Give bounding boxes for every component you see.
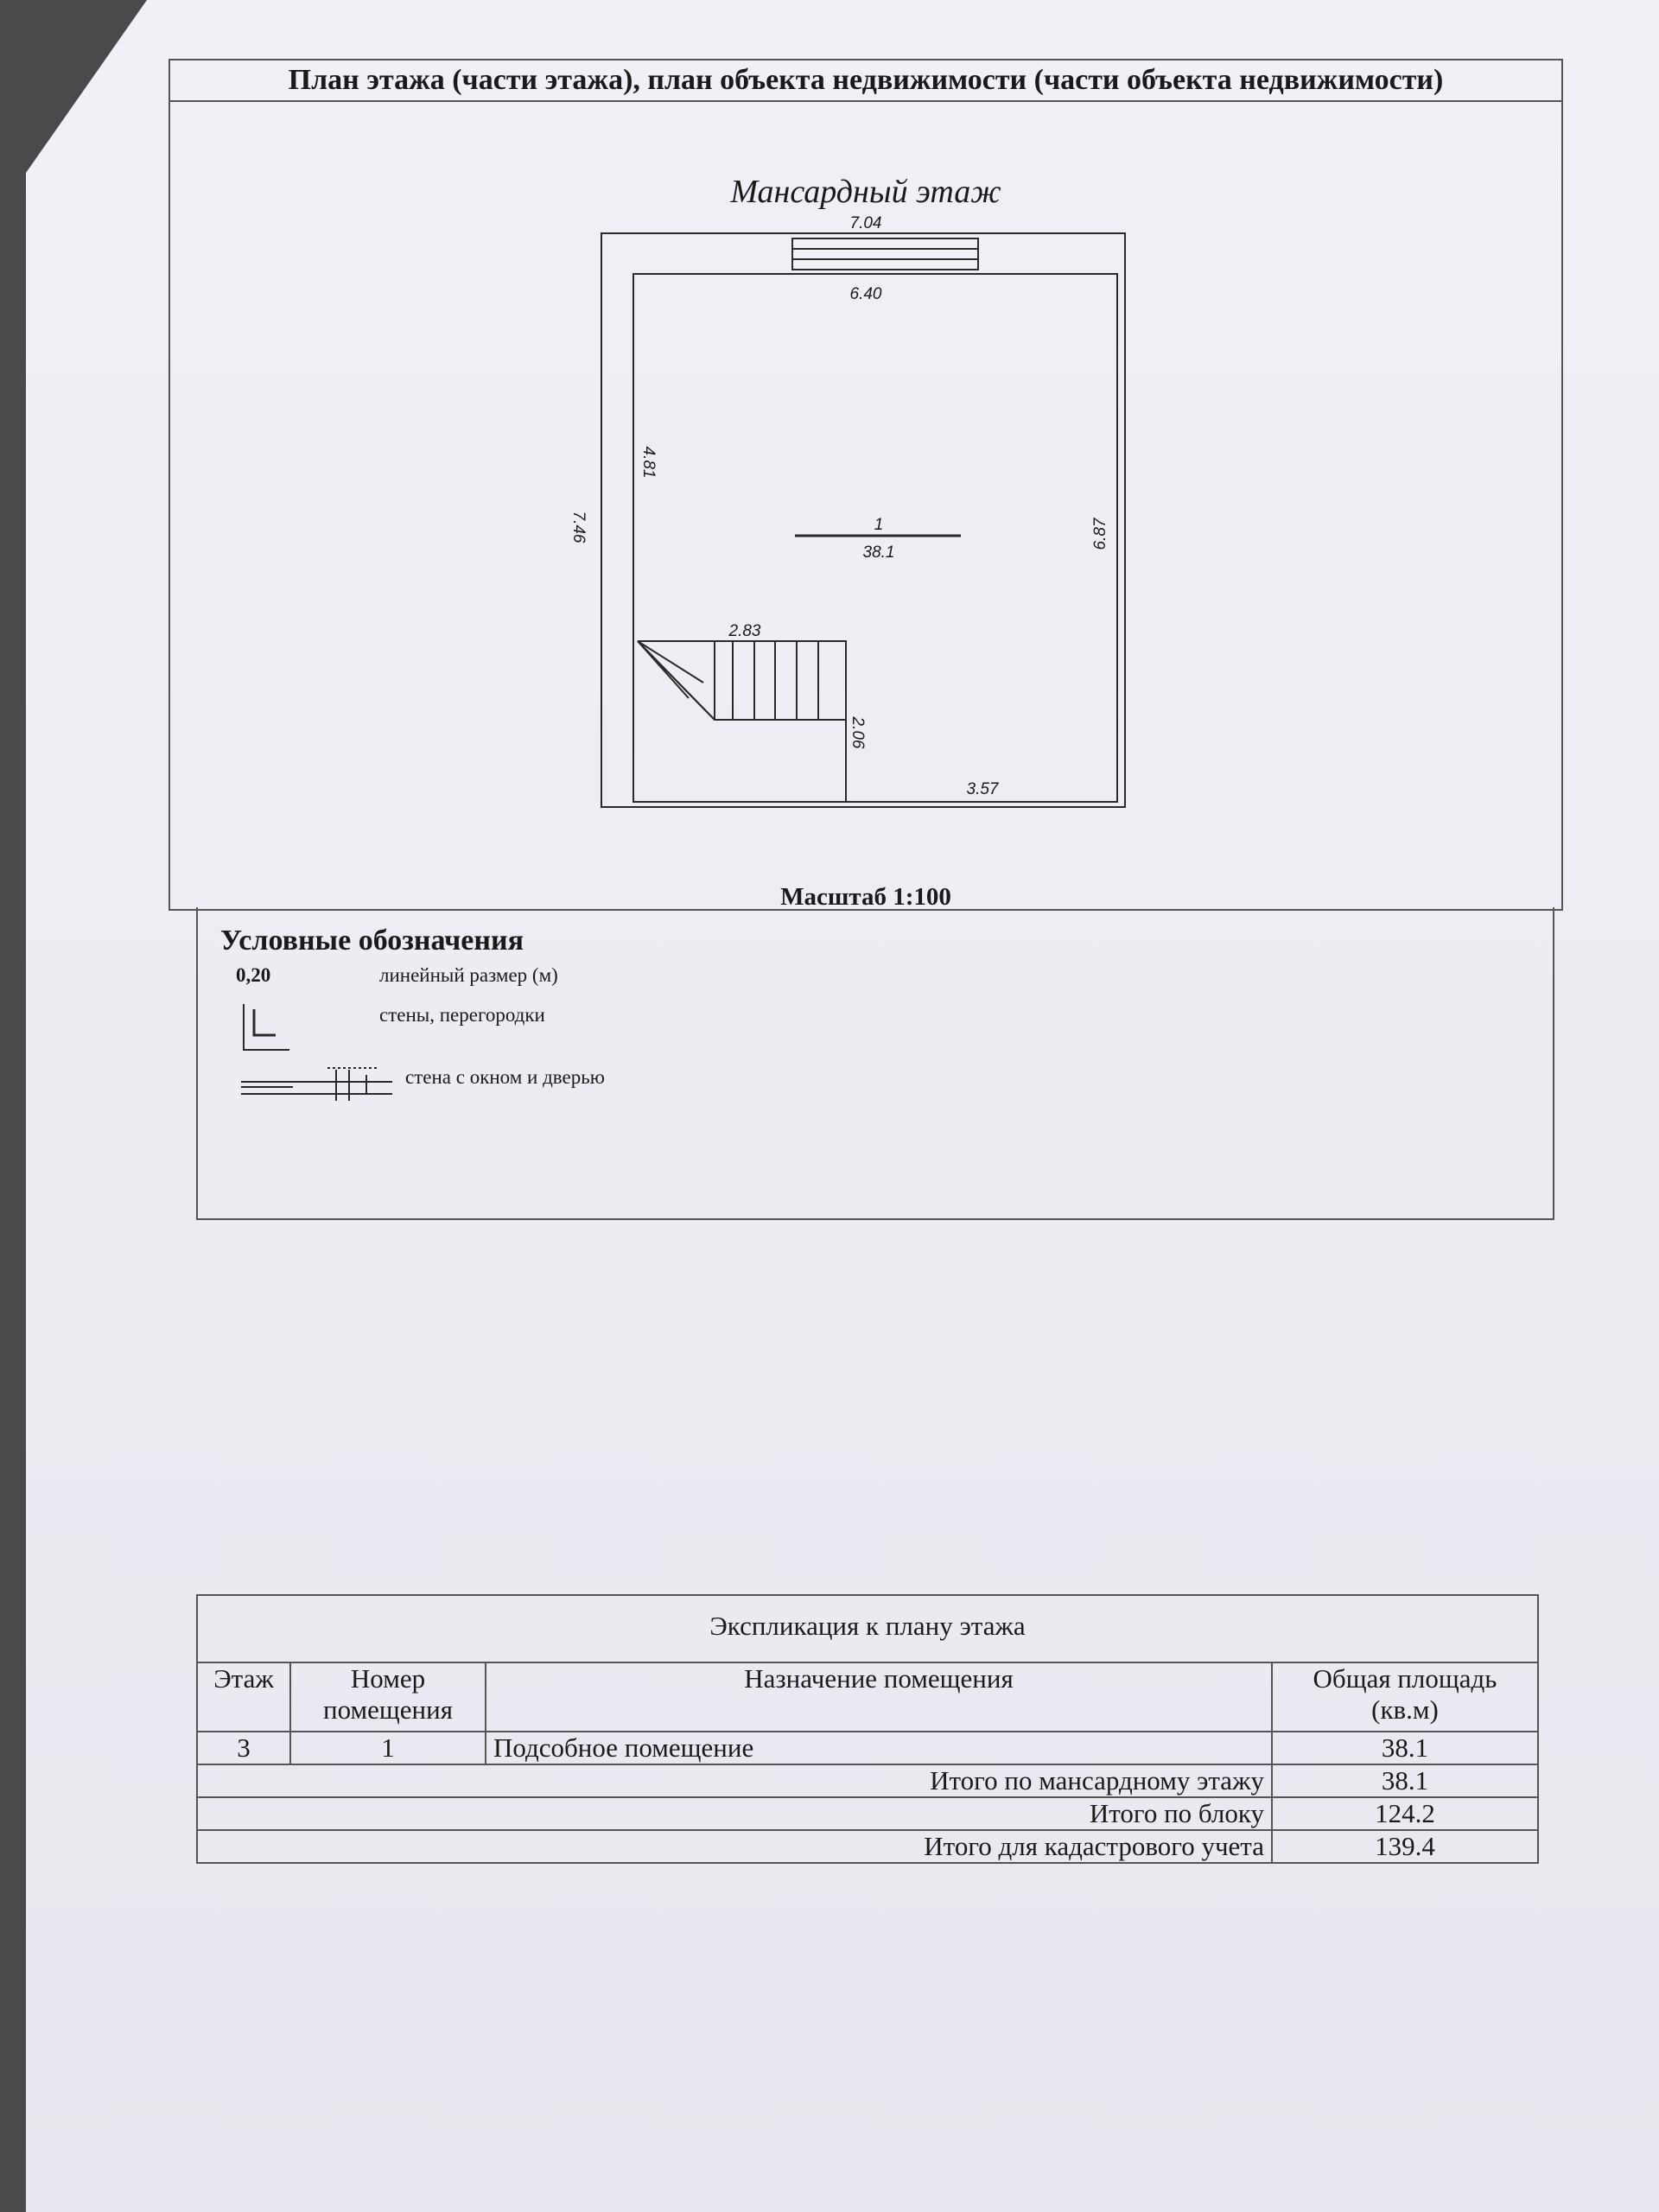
room-area: 38.1 [862, 543, 895, 562]
room-number: 1 [874, 516, 884, 534]
cell-area: 38.1 [1272, 1732, 1537, 1764]
floor-title: Мансардный этаж [730, 174, 1001, 210]
cell-room-number: 1 [290, 1732, 486, 1764]
explication-table [198, 1663, 1537, 1862]
plan-header: План этажа (части этажа), план объекта недвижимости (части объекта недвижимости) [170, 60, 1561, 102]
dim-stair-height: 2.06 [849, 716, 867, 749]
table-row [198, 1732, 1537, 1764]
dim-inner-top: 6.40 [849, 285, 882, 303]
dim-stair-width: 2.83 [728, 622, 761, 640]
total-block-value: 124.2 [1272, 1797, 1537, 1830]
total-cadastral-label: Итого для кадастрового учета [198, 1830, 1272, 1862]
total-row-cadastral [198, 1830, 1537, 1862]
plan-scale: Масштаб 1:100 [780, 883, 951, 911]
window-door-symbol-icon [241, 1063, 392, 1101]
legend-dim-label: линейный размер (м) [379, 964, 558, 986]
cell-room-purpose: Подсобное помещение [486, 1732, 1272, 1764]
explication-title: Экспликация к плану этажа [198, 1596, 1537, 1663]
header-total-area: Общая площадь (кв.м) [1272, 1663, 1537, 1732]
dim-outer-top: 7.04 [849, 214, 882, 232]
legend-title: Условные обозначения [220, 925, 524, 957]
dim-outer-left: 7.46 [569, 511, 588, 543]
legend-dim-sample: 0,20 [236, 964, 271, 986]
wall-symbol-icon [241, 1002, 293, 1054]
header-room-number: Номер помещения [290, 1663, 486, 1732]
total-row-floor [198, 1764, 1537, 1797]
cell-floor: 3 [198, 1732, 290, 1764]
total-cadastral-value: 139.4 [1272, 1830, 1537, 1862]
total-row-block [198, 1797, 1537, 1830]
floor-plan-drawing [170, 60, 1561, 909]
inner-wall [633, 274, 1117, 802]
total-block-label: Итого по блоку [198, 1797, 1272, 1830]
legend-wall-label: стены, перегородки [379, 1004, 545, 1026]
table-header-row [198, 1663, 1537, 1732]
staircase [638, 641, 846, 801]
legend-window-door-label: стена с окном и дверью [405, 1066, 605, 1088]
total-floor-value: 38.1 [1272, 1764, 1537, 1797]
dim-inner-right: 6.87 [1091, 518, 1109, 550]
window-symbol [792, 238, 978, 270]
header-room-purpose: Назначение помещения [486, 1663, 1272, 1732]
total-floor-label: Итого по мансардному этажу [198, 1764, 1272, 1797]
dim-bottom-right: 3.57 [966, 780, 999, 798]
floor-plan-frame [168, 59, 1563, 911]
header-floor: Этаж [198, 1663, 290, 1732]
legend-section [196, 907, 1554, 1220]
dim-inner-left: 4.81 [639, 446, 658, 479]
explication-table-block [196, 1594, 1539, 1864]
